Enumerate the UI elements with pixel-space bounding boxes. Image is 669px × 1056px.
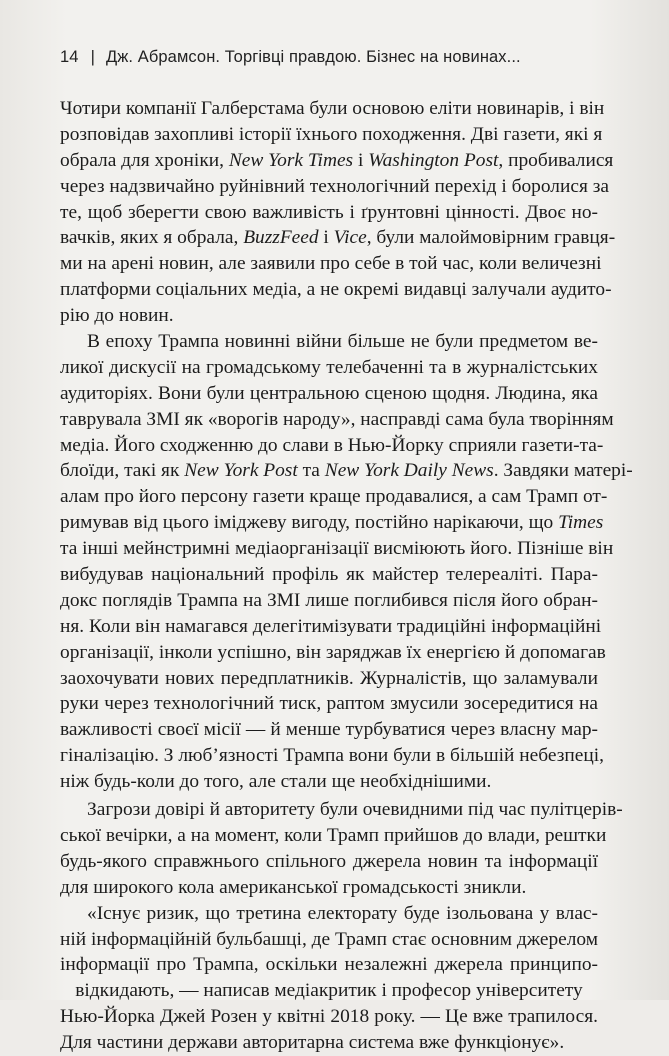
text-line: та інші мейнстримні медіаорганізації висміюють його. Пізніше він <box>60 538 614 560</box>
running-title: Дж. Абрамсон. Торгівці правдою. Бізнес на новинах... <box>105 48 521 66</box>
text-line: таврувала ЗМІ як «ворогів народу», насправді сама була творінням <box>60 408 614 430</box>
text-line: аудиторіях. Вони були центральною сценою щодня. Людина, яка <box>60 382 598 404</box>
text-line: римував від цього іміджеву вигоду, постійно нарікаючи, що Times <box>60 512 604 534</box>
text-line: Для частини держави авторитарна система вже функціонує». <box>60 1032 565 1054</box>
text-line: вибудував національний профіль як майстер телереаліті. Пара- <box>60 564 598 586</box>
text-line: ня. Коли він намагався делегітимізувати традиційні інформаційні <box>60 615 602 637</box>
text-line: рію до новин. <box>60 305 174 327</box>
text-line: будь-якого справжнього спільного джерела новин та інформації <box>60 850 598 872</box>
text-line: Нью-Йорка Джей Розен у квітні 2018 року. — Це вже трапилося. <box>60 1006 598 1028</box>
text-line: ликої дискусії на громадському телебаченні та в журналістських <box>60 356 598 378</box>
text-line: вачків, яких я обрала, BuzzFeed і Vice, були малоймовірним гравця- <box>60 227 616 249</box>
text-line: руки через технологічний тиск, раптом змусили зосередитися на <box>60 693 598 715</box>
text-line: організації, інколи успішно, він заряджав їх енергією й допомагав <box>60 641 606 663</box>
text-line: через надзвичайно руйнівний технологічний перехід і боролися за <box>60 175 609 197</box>
text-line: розповідав захопливі історії їхнього походження. Дві газети, які я <box>60 123 603 145</box>
text-line: медіа. Його сходженню до слави в Нью-Йорку сприяли газети-та- <box>60 434 604 456</box>
paragraph <box>60 329 633 795</box>
paragraph <box>60 96 616 329</box>
italic-title: BuzzFeed <box>243 227 319 249</box>
text-line: блоїди, такі як New York Post та New York Daily News. Завдяки матері- <box>60 460 633 482</box>
text-line: відкидають, — написав медіакритик і професор університету <box>75 980 583 1002</box>
text-line: обрала для хроніки, New York Times і Washington Post, пробивалися <box>60 149 614 171</box>
header-separator: | <box>90 48 95 66</box>
text-line: інформації про Трампа, оскільки незалежні джерела принципо- <box>60 954 598 976</box>
text-line: те, щоб зберегти свою важливість і ґрунтовні цінності. Двоє но- <box>60 201 598 223</box>
text-line: гіналізацію. З люб’язності Трампа вони були в більшій небезпеці, <box>60 745 604 767</box>
text-line: заохочувати нових передплатників. Журналістів, що заламували <box>60 667 598 689</box>
running-header <box>60 48 620 67</box>
paragraph <box>60 901 598 1056</box>
text-line: ніж будь-коли до того, але стали ще необхіднішими. <box>60 771 492 793</box>
italic-title: New York Post <box>184 460 298 482</box>
text-line: Загрози довірі й авторитету були очевидними під час пулітцерів- <box>87 799 623 821</box>
body-text <box>60 96 633 1056</box>
text-line: платформи соціальних медіа, а не окремі видавці залучали аудито- <box>60 279 612 301</box>
text-line: ній інформаційній бульбашці, де Трамп стає основним джерелом <box>60 928 599 950</box>
page-number: 14 <box>60 48 79 66</box>
text-line: важливості своєї місії — й менше турбуватися через власну мар- <box>60 719 598 741</box>
text-line: «Існує ризик, що третина електорату буде ізольована у влас- <box>87 902 598 924</box>
text-line: докс поглядів Трампа на ЗМІ лише поглибився після його обран- <box>60 589 598 611</box>
italic-title: Times <box>558 512 604 534</box>
text-line: алам про його персону газети краще продавалися, а сам Трамп от- <box>60 486 608 508</box>
text-line: В епоху Трампа новинні війни більше не були предметом ве- <box>87 331 598 353</box>
italic-title: Washington Post <box>368 149 499 171</box>
italic-title: New York Daily News <box>324 460 494 482</box>
italic-title: Vice <box>333 227 367 249</box>
text-line: ми на арені новин, але заявили про себе в той час, коли величезні <box>60 253 602 275</box>
text-line: для широкого кола американської громадськості зникли. <box>60 876 527 898</box>
italic-title: New York Times <box>228 149 354 171</box>
text-line: Чотири компанії Галберстама були основою еліти новинарів, і він <box>60 98 605 119</box>
paragraph <box>60 797 623 901</box>
text-line: ської вечірки, а на момент, коли Трамп прийшов до влади, рештки <box>60 824 607 846</box>
